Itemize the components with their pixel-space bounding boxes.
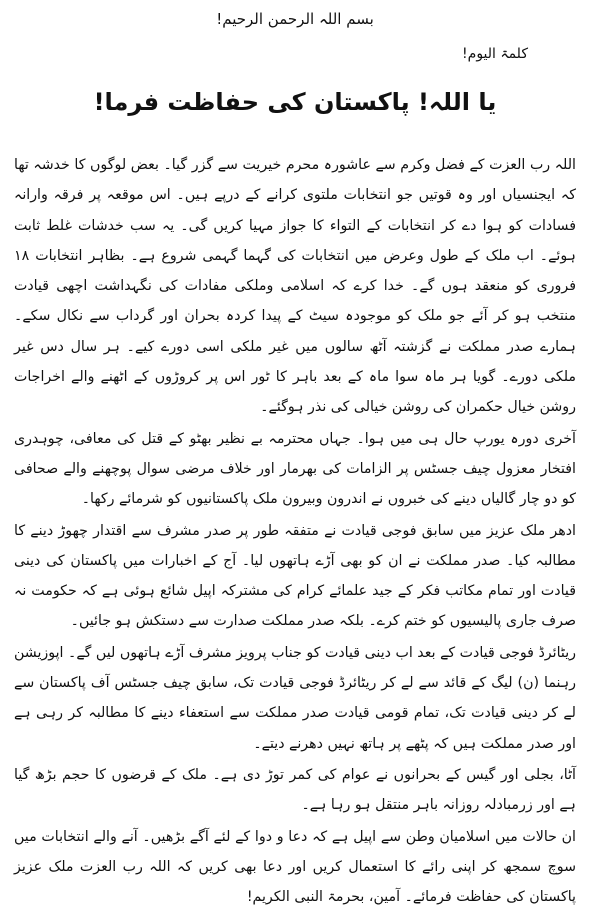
paragraph: ادھر ملک عزیز میں سابق فوجی قیادت نے متفقہ طور پر صدر مشرف سے اقتدار چھوڑ دینے کا مطالبہ کیا۔ صدر مملکت نے ان کو بھی آڑے ہاتھوں لیا۔ آج کے اخبارات میں پاکستان کی دینی قیادت اور تمام مکاتب فکر کے جید علمائے کرام کی مشترکہ اپیل شائع ہوئی ہے کہ حکومت نہ صرف جاری پالیسیوں کو ختم کرے۔ بلکہ صدر مملکت صدارت سے دستکش ہو جائیں۔ xyxy=(14,522,576,630)
paragraph: ریٹائرڈ فوجی قیادت کے بعد اب دینی قیادت کو جناب پرویز مشرف آڑے ہاتھوں لیں گے۔ اپوزیشن رہنما (ن) لیگ کے قائد سے لے کر ریٹائرڈ فوجی قیادت تک، سابق چیف جسٹس آف پاکستان سے لے کر دینی قیادت تک، تمام قومی قیادت صدر مملکت سے استعفاء دینے کا مطالبہ کر رہی ہے اور صدر مملکت ہیں کہ پٹھے پر ہاتھ نہیں دھرنے دیتے۔ xyxy=(14,644,576,752)
paragraph: اللہ رب العزت کے فضل وکرم سے عاشورہ محرم خیریت سے گزر گیا۔ بعض لوگوں کا خدشہ تھا کہ ایجنسیاں اور وہ قوتیں جو انتخابات ملتوی کرانے کے درپے ہیں۔ اس موقعہ پر فرقہ وارانہ فسادات کو ہوا دے کر انتخابات کے التواء کا جواز مہیا کریں گی۔ یہ سب خدشات غلط ثابت ہوئے۔ اب ملک کے طول وعرض میں انتخابات کی گہما گہمی شروع ہے۔ بظاہر انتخابات ۱۸ فروری کو منعقد ہوں گے۔ خدا کرے کہ اسلامی وملکی مفادات کی نگہداشت اچھی قیادت منتخب ہو کر آئے جو ملک کو موجودہ سیٹ کے پیدا کردہ بحران اور گرداب سے نکال سکے۔ ہمارے صدر مملکت نے گزشتہ آٹھ سالوں میں غیر ملکی اسی دورے کیے۔ ہر سال دس غیر ملکی دورے۔ گویا ہر ماہ سوا ماہ کے بعد باہر کا ٹور اس پر کروڑوں کے اٹھنے والے اخراجات روشن خیال حکمران کی روشن خیالی کی نذر ہوگئے۔ xyxy=(14,157,576,416)
article-body xyxy=(14,150,576,912)
paragraph: آخری دورہ یورپ حال ہی میں ہوا۔ جہاں محترمہ بے نظیر بھٹو کے قتل کی معافی، چوہدری افتخار معزول چیف جسٹس پر الزامات کی بھرمار اور خلاف مرضی سوال پوچھنے والے صحافی کو دو چار گالیاں دینے کی خبروں نے اندرون وبیرون ملک پاکستانیوں کو شرمائے رکھا۔ xyxy=(14,430,576,508)
paragraph: ان حالات میں اسلامیان وطن سے اپیل ہے کہ دعا و دوا کے لئے آگے بڑھیں۔ آنے والے انتخابات میں سوچ سمجھ کر اپنی رائے کا استعمال کریں اور دعا بھی کریں کہ اللہ رب العزت ملک عزیز پاکستان کی حفاظت فرمائے۔ آمین، بحرمۃ النبی الکریم! xyxy=(14,828,576,906)
kalma-label: کلمۃ الیوم! xyxy=(462,46,528,62)
page-title: یا اللہ! پاکستان کی حفاظت فرما! xyxy=(93,88,497,116)
bismillah-heading: بسم اللہ الرحمن الرحیم! xyxy=(216,10,374,28)
paragraph: آٹا، بجلی اور گیس کے بحرانوں نے عوام کی کمر توڑ دی ہے۔ ملک کے قرضوں کا حجم بڑھ گیا ہے اور زرمبادلہ روزانہ باہر منتقل ہو رہا ہے۔ xyxy=(14,766,576,814)
